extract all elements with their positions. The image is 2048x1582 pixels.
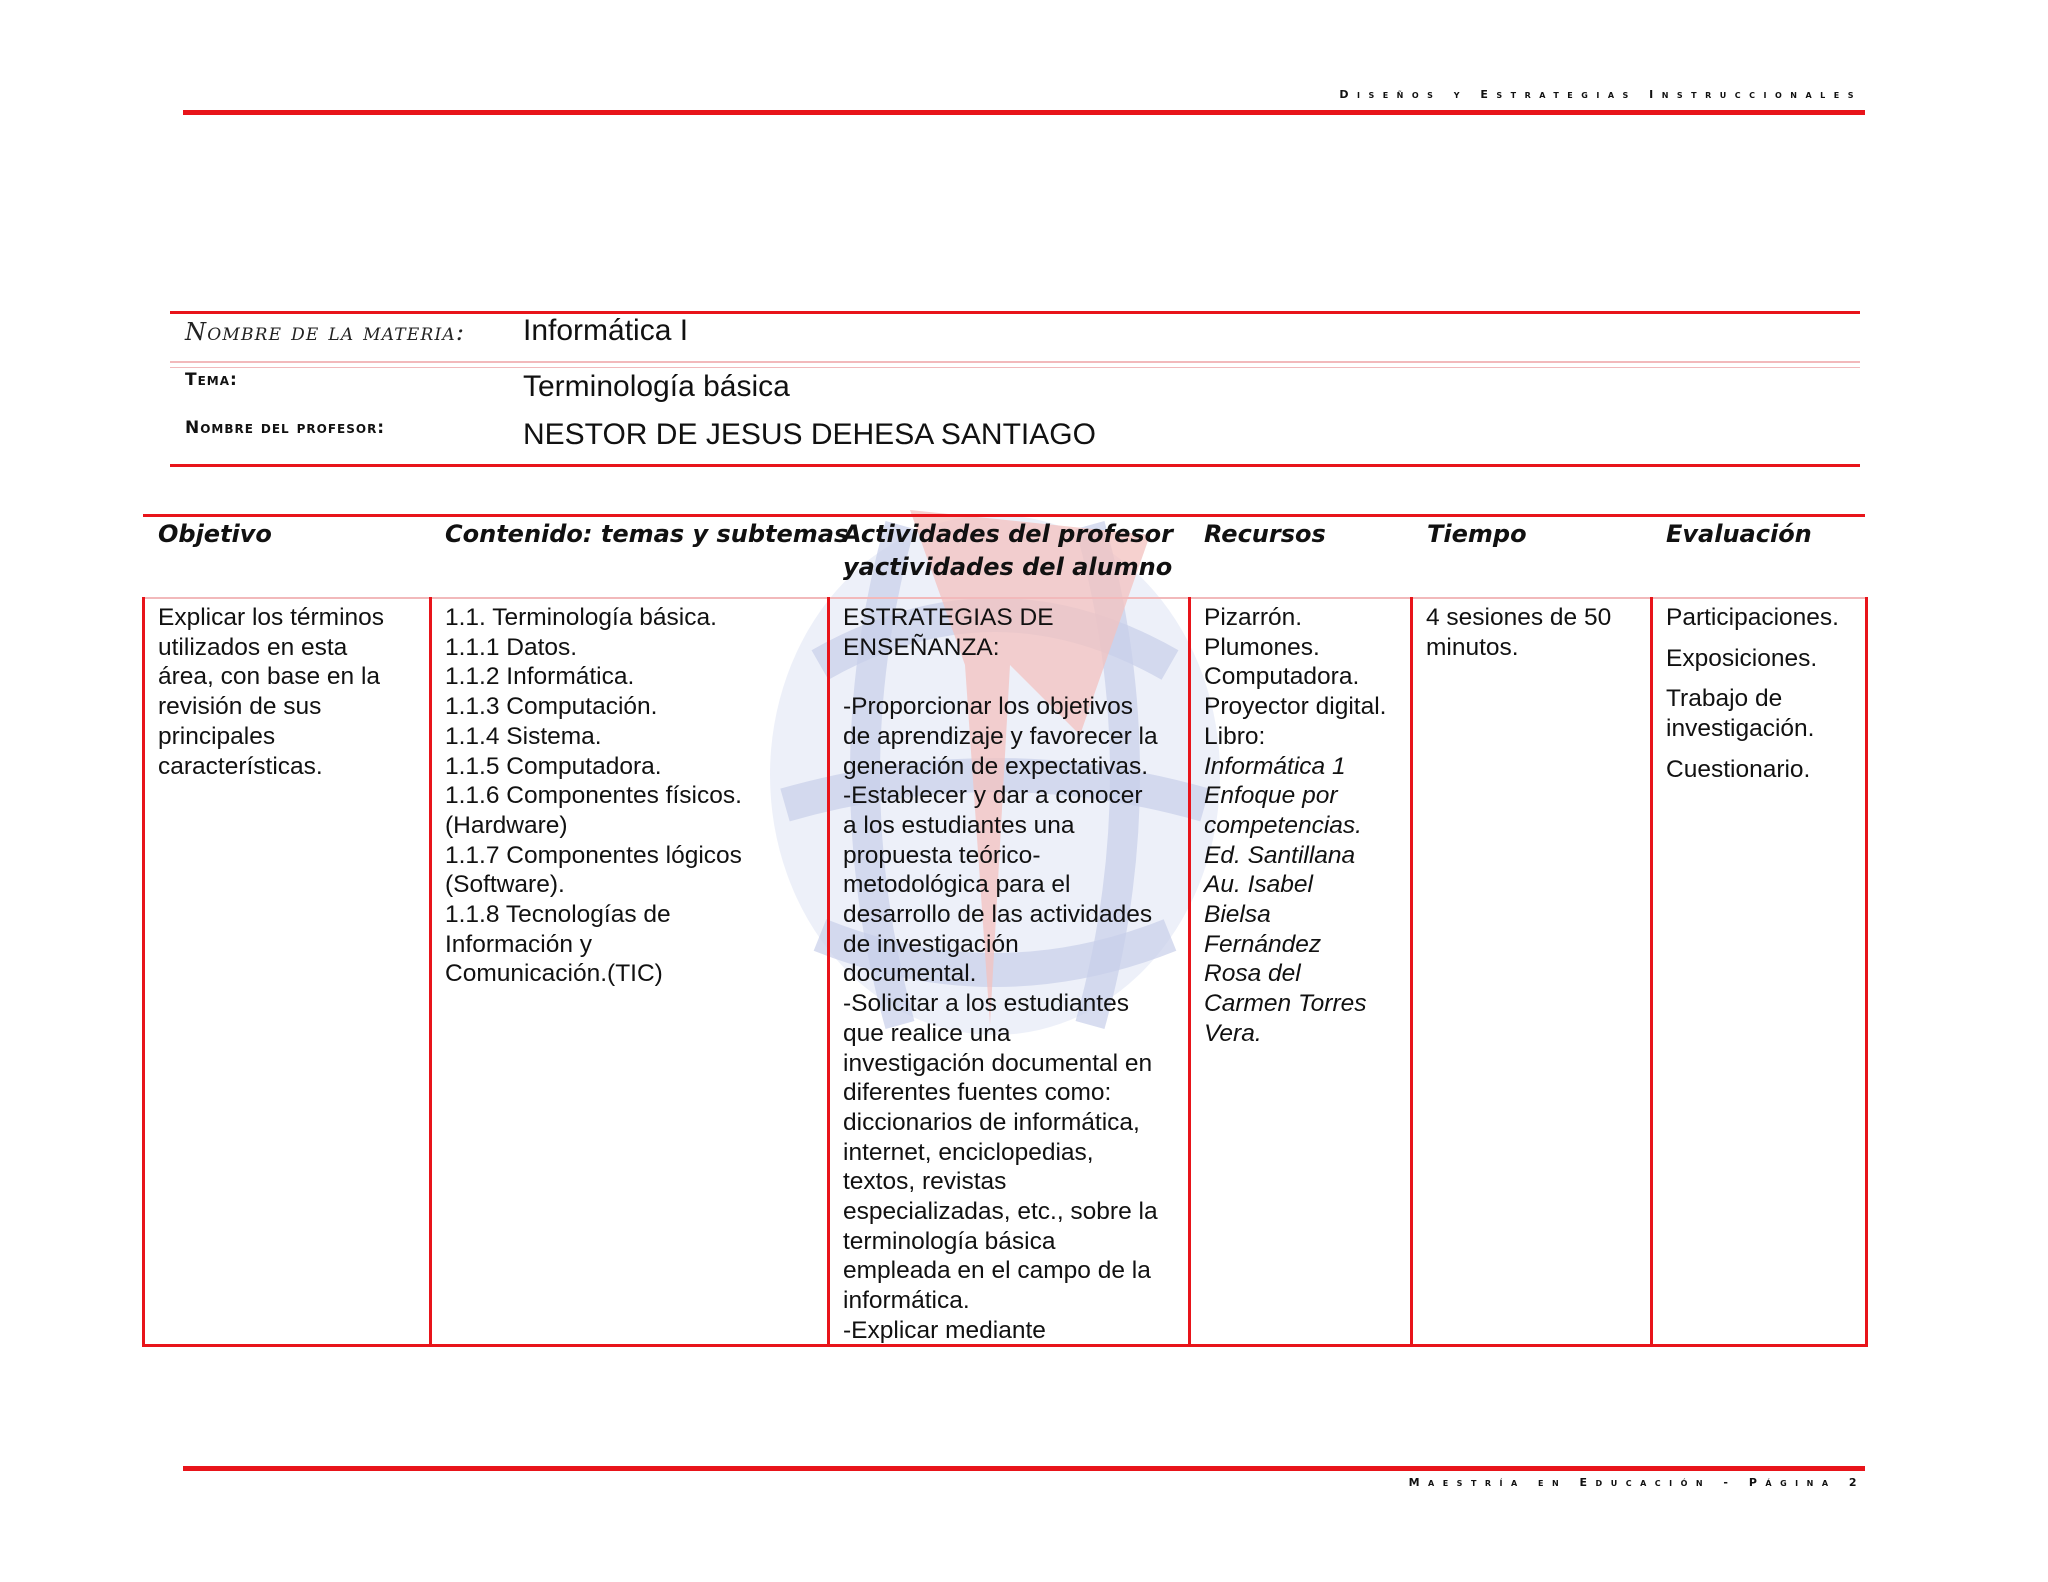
list-item: Libro: bbox=[1204, 722, 1266, 750]
text-line: a los estudiantes una bbox=[843, 811, 1075, 839]
text-line: internet, enciclopedias, bbox=[843, 1138, 1094, 1166]
text-line: -Explicar mediante bbox=[843, 1316, 1046, 1344]
text-line: generación de expectativas. bbox=[843, 752, 1149, 780]
list-item: Proyector digital. bbox=[1204, 693, 1387, 721]
text-line: diferentes fuentes como: bbox=[843, 1079, 1112, 1107]
list-item: 1.1.1 Datos. bbox=[445, 633, 578, 661]
header-recursos: Recursos bbox=[1204, 520, 1326, 548]
list-item: Exposiciones. bbox=[1666, 644, 1818, 672]
text-line: investigación documental en bbox=[843, 1049, 1153, 1077]
list-item: investigación. bbox=[1666, 715, 1815, 743]
book-line: Informática 1 bbox=[1204, 752, 1346, 780]
header-actividades-line1: Actividades del profesor bbox=[843, 520, 1173, 548]
col-divider-5 bbox=[1650, 597, 1653, 1347]
text-line: minutos. bbox=[1426, 633, 1519, 661]
spacer bbox=[843, 662, 1158, 692]
header-objetivo: Objetivo bbox=[158, 520, 272, 548]
text-line: revisión de sus bbox=[158, 693, 322, 721]
profesor-value: NESTOR DE JESUS DEHESA SANTIAGO bbox=[523, 418, 1096, 451]
text-line: ENSEÑANZA: bbox=[843, 633, 1000, 661]
text-line: documental. bbox=[843, 960, 977, 988]
list-item: Pizarrón. bbox=[1204, 604, 1303, 631]
text-line: de aprendizaje y favorecer la bbox=[843, 722, 1158, 750]
header-tiempo: Tiempo bbox=[1427, 520, 1527, 548]
cell-contenido bbox=[445, 603, 742, 989]
list-item: (Hardware) bbox=[445, 811, 568, 839]
text-line: textos, revistas bbox=[843, 1168, 1007, 1196]
materia-label: Nombre de la materia: bbox=[185, 318, 466, 346]
text-line: -Proporcionar los objetivos bbox=[843, 693, 1134, 721]
list-item: Computadora. bbox=[1204, 663, 1360, 691]
spacer bbox=[1666, 633, 1839, 644]
book-line: competencias. bbox=[1204, 811, 1362, 839]
text-line: terminología básica bbox=[843, 1227, 1056, 1255]
materia-value: Informática I bbox=[523, 314, 689, 347]
text-line: de investigación bbox=[843, 930, 1019, 958]
cell-actividades bbox=[843, 603, 1158, 1346]
list-item: 1.1.8 Tecnologías de bbox=[445, 901, 671, 929]
footer-rule bbox=[183, 1466, 1865, 1471]
text-line: -Solicitar a los estudiantes bbox=[843, 990, 1129, 1018]
list-item: 1.1.2 Informática. bbox=[445, 663, 635, 691]
info-divider-2 bbox=[170, 367, 1860, 368]
list-item: 1.1. Terminología básica. bbox=[445, 604, 717, 631]
list-item: Cuestionario. bbox=[1666, 755, 1811, 783]
list-item: 1.1.4 Sistema. bbox=[445, 722, 602, 750]
cell-tiempo bbox=[1426, 603, 1611, 662]
book-line: Rosa del bbox=[1204, 960, 1301, 988]
header-rule bbox=[183, 110, 1865, 115]
col-divider-2 bbox=[827, 597, 830, 1347]
col-divider-1 bbox=[429, 597, 432, 1347]
list-item: 1.1.7 Componentes lógicos bbox=[445, 841, 742, 869]
text-line: características. bbox=[158, 752, 323, 780]
text-line: empleada en el campo de la bbox=[843, 1257, 1151, 1285]
list-item: 1.1.6 Componentes físicos. bbox=[445, 782, 742, 810]
text-line: 4 sesiones de 50 bbox=[1426, 604, 1612, 631]
list-item: Trabajo de bbox=[1666, 685, 1783, 713]
book-line: Enfoque por bbox=[1204, 782, 1338, 810]
info-divider bbox=[170, 361, 1860, 363]
book-line: Fernández bbox=[1204, 930, 1322, 958]
cell-evaluacion bbox=[1666, 603, 1839, 785]
running-header: Diseños y Estrategias Instruccionales bbox=[1339, 88, 1862, 101]
text-line: utilizados en esta bbox=[158, 633, 348, 661]
text-line: informática. bbox=[843, 1287, 970, 1315]
table-top-rule bbox=[143, 514, 1865, 517]
book-line: Vera. bbox=[1204, 1019, 1262, 1047]
col-divider-4 bbox=[1410, 597, 1413, 1347]
header-actividades-line2: yactividades del alumno bbox=[843, 553, 1173, 581]
book-line: Carmen Torres bbox=[1204, 990, 1367, 1018]
list-item: Plumones. bbox=[1204, 633, 1320, 661]
col-divider-3 bbox=[1188, 597, 1191, 1347]
text-line: área, con base en la bbox=[158, 663, 381, 691]
info-bottom-rule bbox=[170, 464, 1860, 467]
text-line: -Establecer y dar a conocer bbox=[843, 782, 1143, 810]
text-line: ESTRATEGIAS DE bbox=[843, 604, 1054, 631]
list-item: Comunicación.(TIC) bbox=[445, 960, 663, 988]
list-item: (Software). bbox=[445, 871, 565, 899]
list-item: 1.1.3 Computación. bbox=[445, 693, 658, 721]
header-actividades bbox=[843, 518, 1173, 584]
header-contenido: Contenido: temas y subtemas bbox=[445, 520, 849, 548]
list-item: Información y bbox=[445, 930, 593, 958]
text-line: especializadas, etc., sobre la bbox=[843, 1198, 1158, 1226]
footer-text: Maestría en Educación - Página 2 bbox=[1408, 1476, 1865, 1489]
cell-recursos bbox=[1204, 603, 1386, 1049]
text-line: propuesta teórico- bbox=[843, 841, 1041, 869]
profesor-label: Nombre del profesor: bbox=[185, 418, 386, 438]
list-item: Participaciones. bbox=[1666, 604, 1839, 631]
text-line: principales bbox=[158, 722, 276, 750]
info-top-rule bbox=[170, 311, 1860, 314]
book-line: Ed. Santillana bbox=[1204, 841, 1356, 869]
text-line: que realice una bbox=[843, 1019, 1011, 1047]
spacer bbox=[1666, 744, 1839, 755]
text-line: metodológica para el bbox=[843, 871, 1071, 899]
spacer bbox=[1666, 673, 1839, 684]
book-line: Au. Isabel bbox=[1204, 871, 1313, 899]
book-line: Bielsa bbox=[1204, 901, 1271, 929]
tema-value: Terminología básica bbox=[523, 370, 790, 403]
text-line: Explicar los términos bbox=[158, 604, 385, 631]
header-evaluacion: Evaluación bbox=[1666, 520, 1812, 548]
list-item: 1.1.5 Computadora. bbox=[445, 752, 662, 780]
text-line: diccionarios de informática, bbox=[843, 1108, 1140, 1136]
text-line: desarrollo de las actividades bbox=[843, 901, 1153, 929]
cell-objetivo bbox=[158, 603, 384, 781]
tema-label: Tema: bbox=[185, 370, 238, 390]
